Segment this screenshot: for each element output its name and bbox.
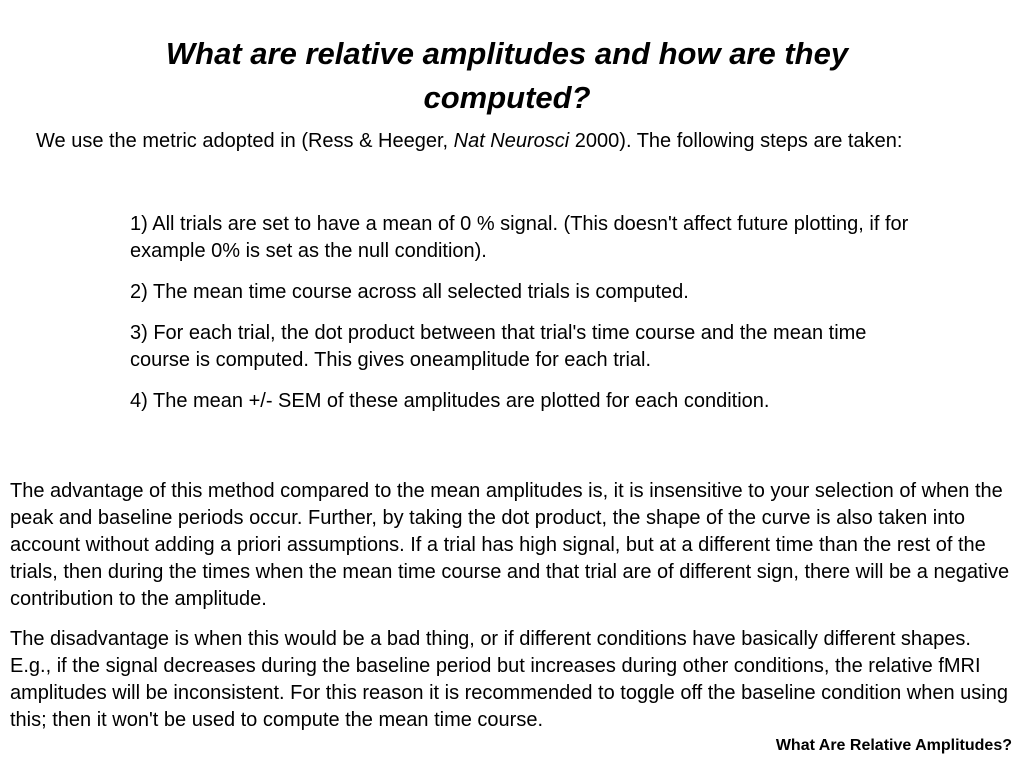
journal-name: Nat Neurosci: [453, 130, 570, 152]
advantage-paragraph: The advantage of this method compared to the mean amplitudes is, it is insensitive to your selection of when the peak and baseline periods occur. Further, by taking the dot product, the shape of the curve is also taken into account without adding a priori assumptions. If a trial has high signal, but at a different time than the rest of the trials, then during the times when the mean time course and that trial are of different sign, there will be a negative contribution to the amplitude.: [10, 480, 1010, 610]
steps-list: [130, 211, 930, 429]
slide-title: What are relative amplitudes and how are they computed?: [165, 36, 849, 115]
disadvantage-paragraph: The disadvantage is when this would be a bad thing, or if different conditions have basically different shapes. E.g., if the signal decreases during the baseline period but increases during other conditions, the relative fMRI amplitudes will be inconsistent. For this reason it is recommended to toggle off the baseline condition when using this; then it won't be used to compute the mean time course.: [10, 628, 1008, 731]
step-item: 2) The mean time course across all selected trials is computed.: [130, 281, 689, 303]
intro-suffix: 2000). The following steps are taken:: [569, 130, 903, 152]
step-item: 4) The mean +/- SEM of these amplitudes are plotted for each condition.: [130, 390, 770, 412]
step-item: 3) For each trial, the dot product between that trial's time course and the mean time course is computed. This gives oneamplitude for each trial.: [130, 322, 867, 371]
intro-paragraph: [36, 128, 986, 155]
intro-prefix: We use the metric adopted in (Ress & Heeger,: [36, 130, 454, 152]
discussion-section: [10, 478, 1014, 747]
step-item: 1) All trials are set to have a mean of 0 % signal. (This doesn't affect future plotting, if for example 0% is set as the null condition).: [130, 213, 909, 262]
footer-label: What Are Relative Amplitudes?: [775, 737, 1012, 754]
